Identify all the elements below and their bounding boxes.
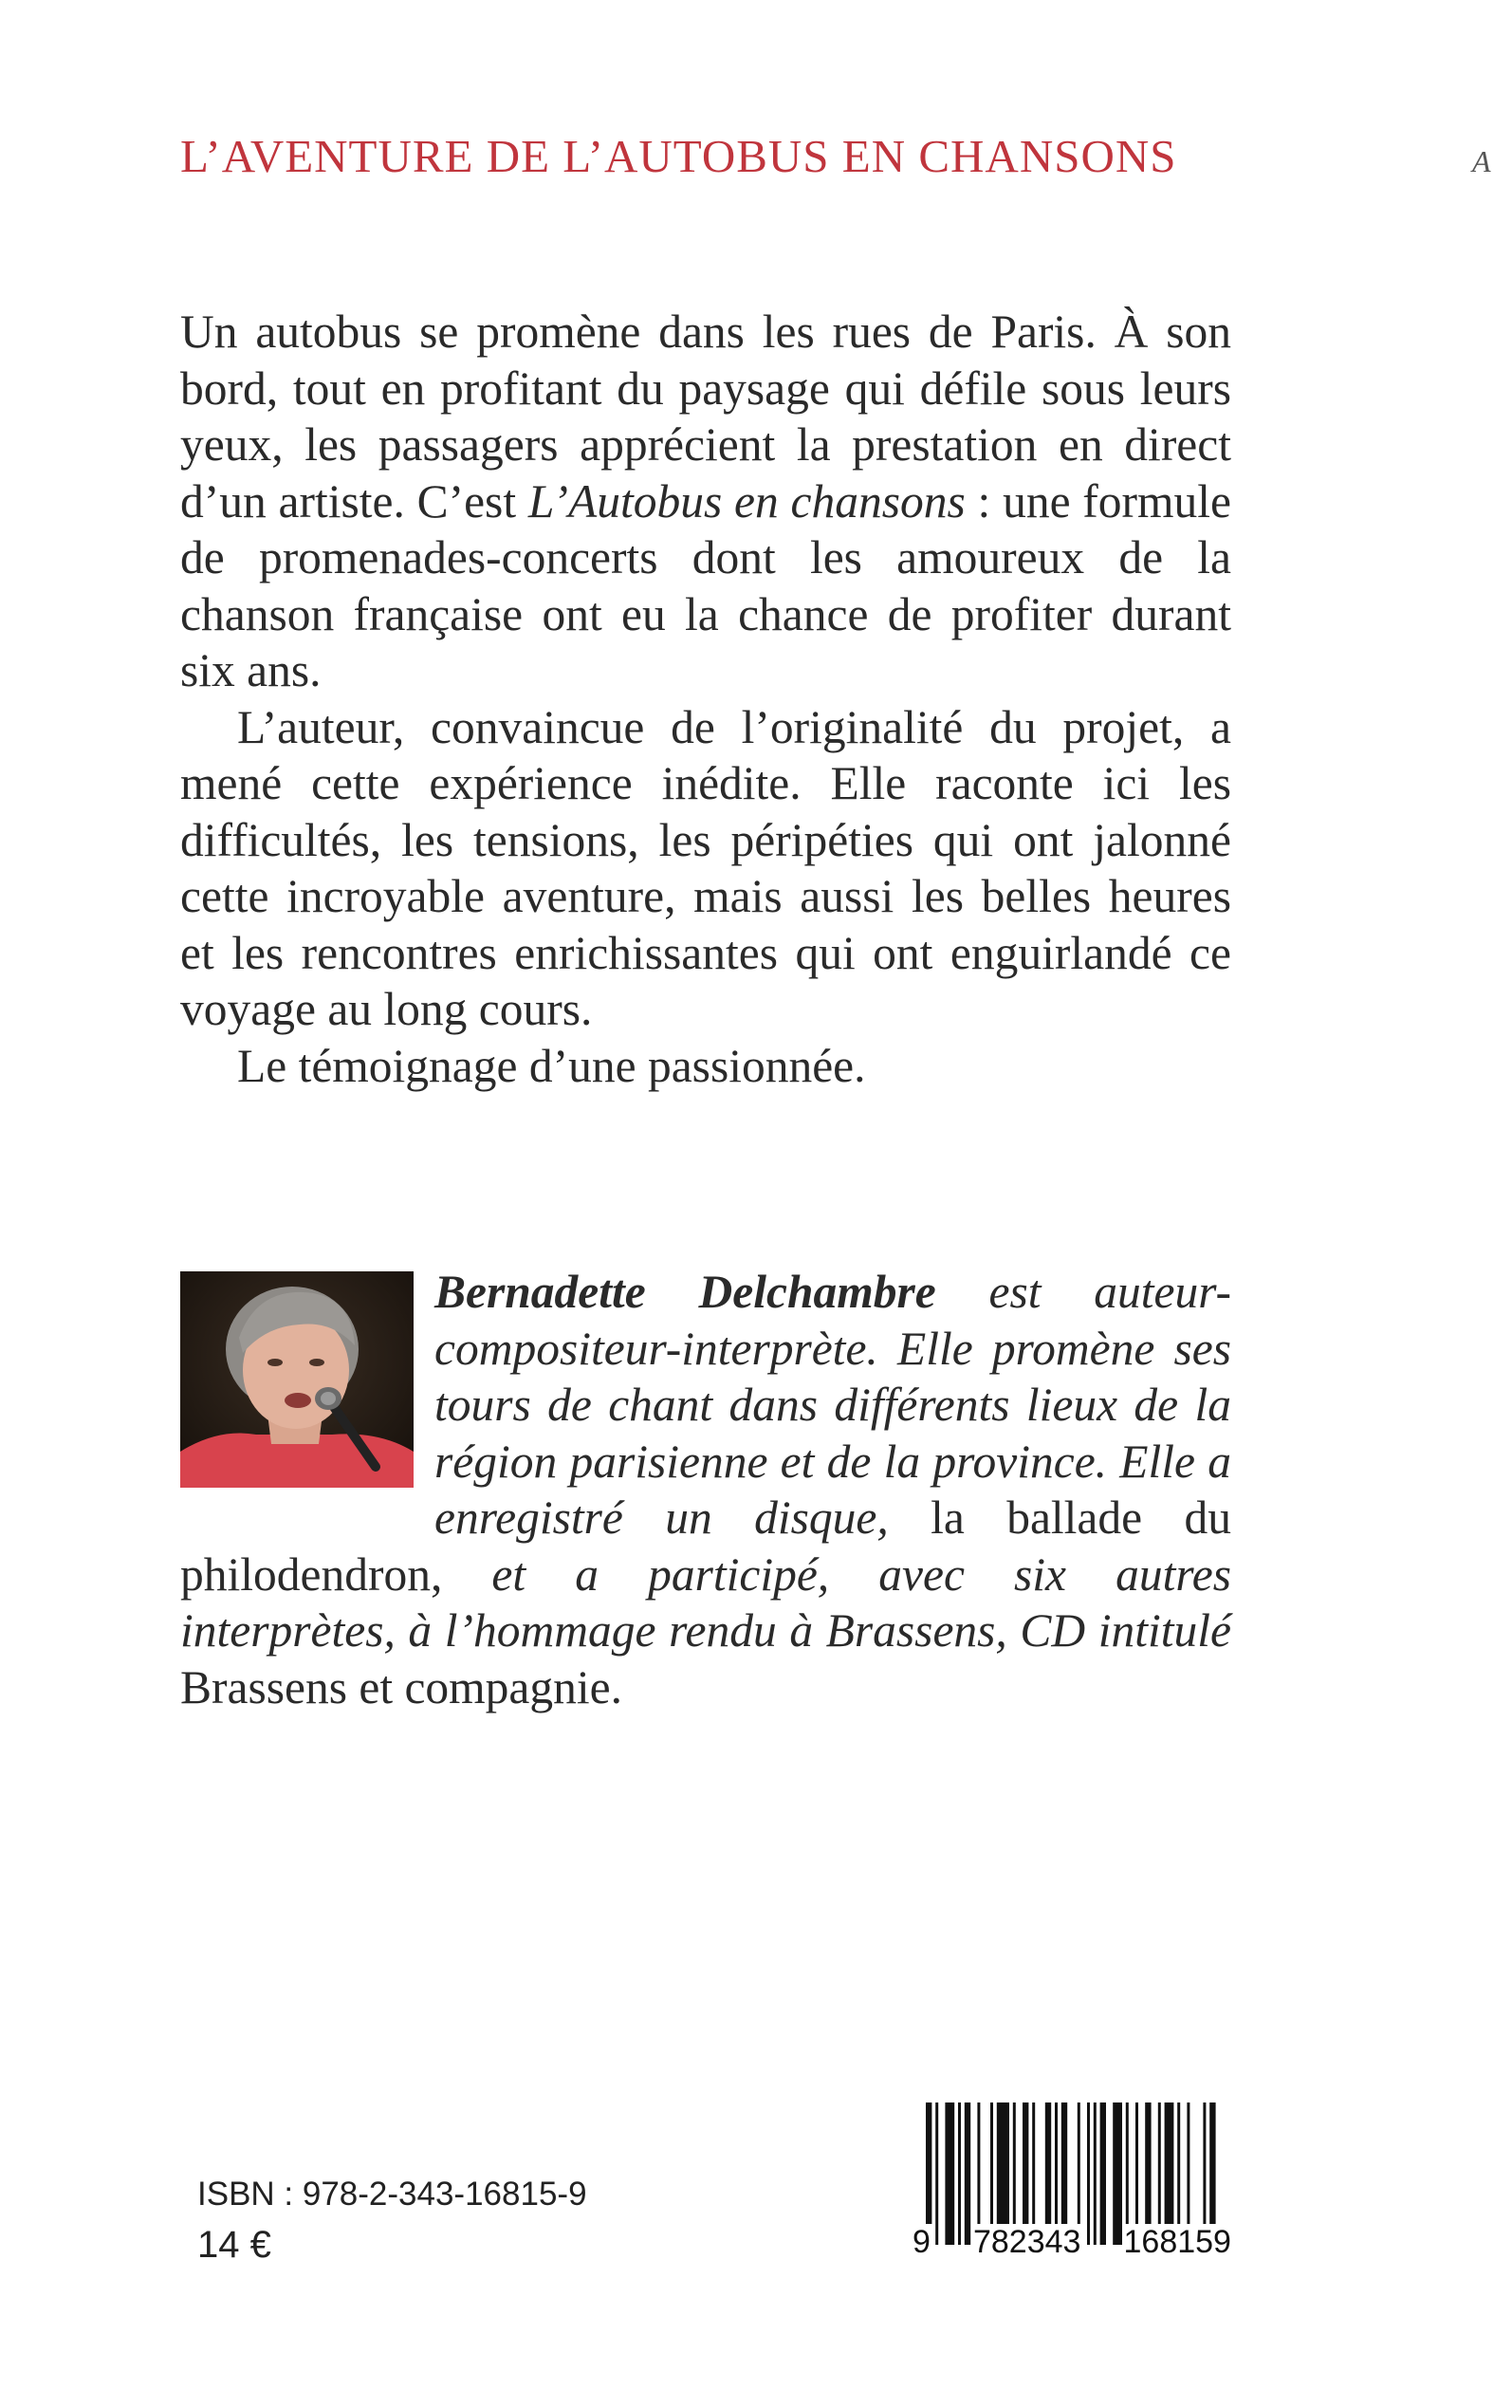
- barcode-digits-left: 782343: [972, 2224, 1081, 2260]
- blurb-p1-italic-title: L’Autobus en chansons: [527, 474, 966, 528]
- author-bio-sentence-1: est auteur-compositeur-interprète. Elle promène ses tours de chant dans différents lieux de la région parisienne et de la province. Elle a enregistré un disque,: [434, 1266, 1231, 1544]
- corner-mark: A: [1472, 144, 1491, 178]
- author-bio: [180, 1264, 1231, 1715]
- barcode-digit-lead: 9: [913, 2224, 931, 2260]
- blurb-p1-text-b: : une formule de promenades-concerts dont les amoureux de la chanson française ont eu la chance de profiter durant six ans.: [180, 474, 1231, 696]
- barcode-digits: [911, 2224, 1233, 2261]
- blurb-paragraph-2: L’auteur, convaincue de l’originalité du projet, a mené cette expérience inédite. Elle raconte ici les difficultés, les tensions, les péripéties qui ont jalonné cette incroyable aventure, mais aussi les belles heures et les rencontres enrichissantes qui ont enguirlandé ce voyage au long cours.: [180, 700, 1231, 1035]
- author-photo: [180, 1271, 414, 1488]
- isbn-number: ISBN : 978-2-343-16815-9: [197, 2176, 587, 2213]
- author-portrait-image: [180, 1271, 414, 1488]
- blurb-paragraph-3: Le témoignage d’une passionnée.: [237, 1039, 866, 1092]
- author-name: Bernadette Delchambre: [434, 1266, 936, 1318]
- price: 14 €: [197, 2224, 271, 2266]
- barcode-digits-right: 168159: [1123, 2224, 1231, 2260]
- isbn-price-block: [197, 2173, 587, 2271]
- blurb-paragraph-1: [180, 304, 1231, 699]
- back-cover-blurb: [180, 304, 1231, 1094]
- album-title-1: la ballade du philodendron,: [180, 1491, 1231, 1601]
- book-title: L’AVENTURE DE L’AUTOBUS EN CHANSONS: [180, 130, 1177, 182]
- album-title-2: Brassens et compagnie.: [180, 1660, 622, 1713]
- author-bio-sentence-2: et a participé, avec six autres interprètes, à l’hommage rendu à Brassens, CD intitulé: [180, 1547, 1231, 1657]
- blurb-p1-text-a: Un autobus se promène dans les rues de Paris. À son bord, tout en profitant du paysage qui défile sous leurs yeux, les passagers apprécient la prestation en direct d’un artiste. C’est: [180, 306, 1231, 528]
